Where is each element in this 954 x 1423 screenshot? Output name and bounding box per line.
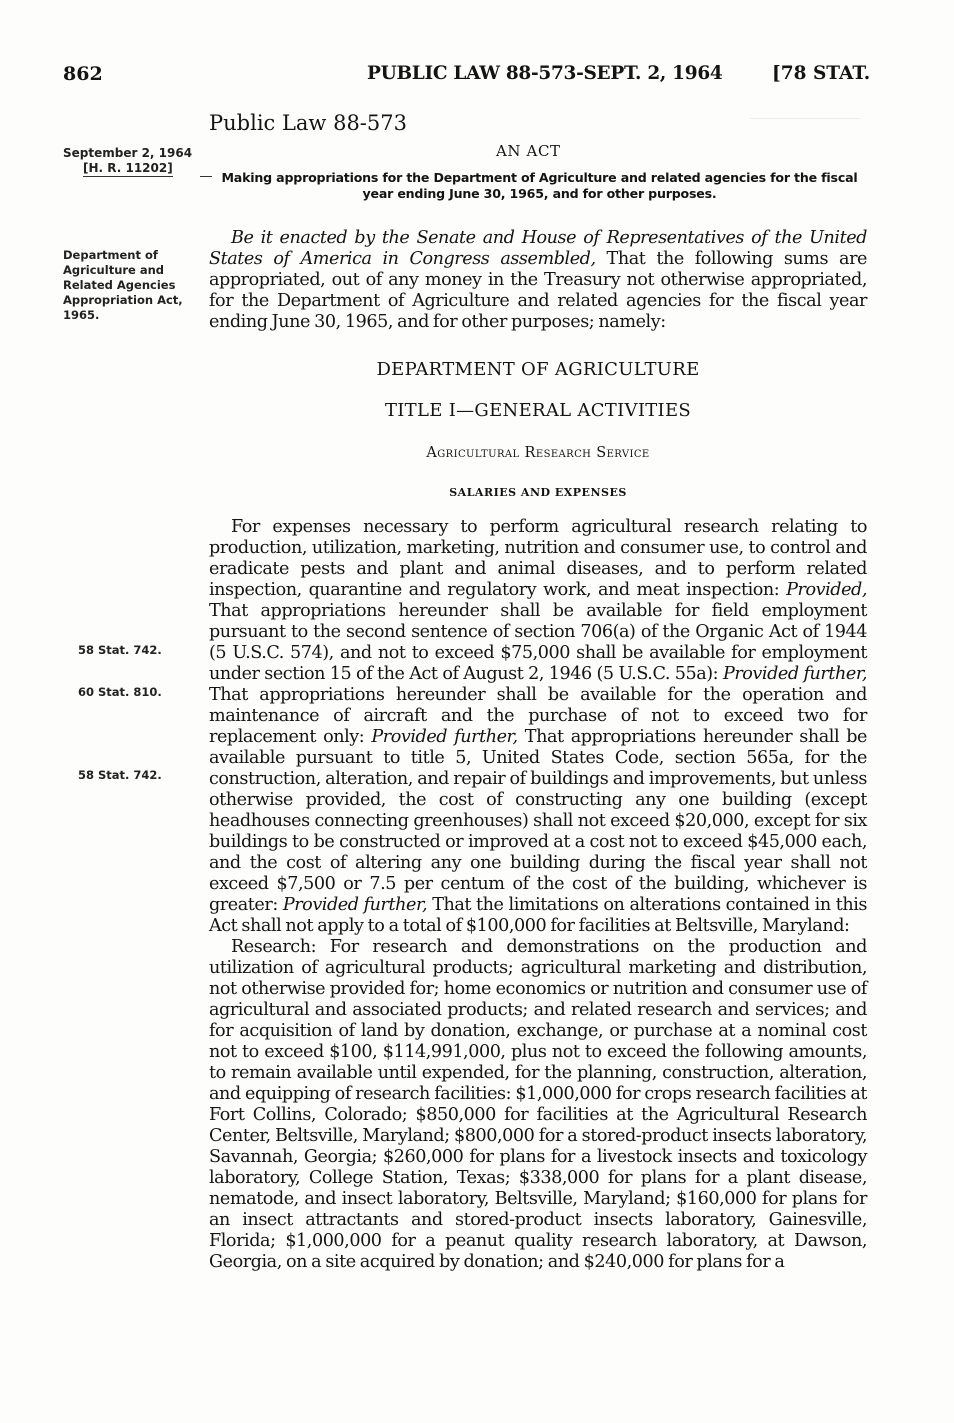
margin-citation: 58 Stat. 742. xyxy=(78,643,162,657)
agency-heading: Agricultural Research Service xyxy=(426,445,650,461)
margin-note-short-title: Department of Agriculture and Related Agencies Appropriation Act, 1965. xyxy=(63,248,183,322)
enacting-clause xyxy=(209,228,867,333)
act-heading: AN ACT xyxy=(496,142,561,160)
stat-reference: [78 STAT. xyxy=(772,63,871,84)
salaries-paragraph: For expenses necessary to perform agricultural research relating to production, utilization, marketing, nutrition and consumer use, to control and eradicate pests and plant and animal diseases, and to perform related inspection, quarantine and regulatory work, and meat inspection: Provided, That appropriations hereunder shall be available for field employment pursuant to the second sentence of section 706(a) of the Organic Act of 1944 (5 U.S.C. 574), and not to exceed $75,000 shall be available for employment under section 15 of the Act of August 2, 1946 (5 U.S.C. 55a): Provided further, That appropriations hereunder shall be available for the operation and maintenance of aircraft and the purchase of not to exceed two for replacement only: Provided further, That appropriations hereunder shall be available pursuant to title 5, United States Code, section 565a, for the construction, alteration, and repair of buildings and improvements, but unless otherwise provided, the cost of constructing any one building (except headhouses connecting greenhouses) shall not exceed $20,000, except for six buildings to be constructed or improved at a cost not to exceed $45,000 each, and the cost of altering any one building during the fiscal year shall not exceed $7,500 or 7.5 per centum of the cost of the building, whichever is greater: Provided further, That the limitations on alterations contained in this Act shall not apply to a total of $100,000 for facilities at Beltsville, Maryland: xyxy=(209,517,867,936)
margin-citation: 58 Stat. 742. xyxy=(78,768,162,782)
appropriation-text xyxy=(209,517,867,1273)
running-title: PUBLIC LAW 88-573-SEPT. 2, 1964 xyxy=(367,63,723,84)
enacting-text: That the following sums are appropriated, out of any money in the Treasury not otherwise appropriated, for the Department of Agriculture and related agencies for the fiscal year ending June 30, 1965, and for other purposes; namely: xyxy=(209,249,868,332)
department-heading: DEPARTMENT OF AGRICULTURE xyxy=(376,359,700,380)
section-subheading: SALARIES AND EXPENSES xyxy=(449,486,627,499)
bill-number: [H. R. 11202] xyxy=(83,161,173,175)
act-summary: Making appropriations for the Department of Agriculture and related agencies for the fiscal year ending June 30, 1965, and for other purposes. xyxy=(221,170,858,201)
research-paragraph: Research: For research and demonstrations on the production and utilization of agricultural products; agricultural marketing and distribution, not otherwise provided for; home economics or nutrition and consumer use of agricultural and associated products; and related research and services; and for acquisition of land by donation, exchange, or purchase at a nominal cost not to exceed $100, $114,991,000, plus not to exceed the following amounts, to remain available until expended, for the planning, construction, alteration, and equipping of research facilities: $1,000,000 for crops research facilities at Fort Collins, Colorado; $850,000 for facilities at the Agricultural Research Center, Beltsville, Maryland; $800,000 for a stored-product insects laboratory, Savannah, Georgia; $260,000 for plans for a livestock insects and toxicology laboratory, College Station, Texas; $338,000 for plans for a plant disease, nematode, and insect laboratory, Beltsville, Maryland; $160,000 for plans for an insect attractants and stored-product insects laboratory, Gainesville, Florida; $1,000,000 for a peanut quality research laboratory, at Dawson, Georgia, on a site acquired by donation; and $240,000 for plans for a xyxy=(209,937,867,1272)
bill-connector-rule xyxy=(200,176,212,177)
public-law-label: Public Law 88-573 xyxy=(209,111,407,135)
margin-citation: 60 Stat. 810. xyxy=(78,685,162,699)
enactment-date: September 2, 1964 xyxy=(63,146,193,160)
enacting-formula: Be it enacted by the Senate and House of Representatives of the United States of America in Congress assembled, xyxy=(209,228,867,269)
page-number: 862 xyxy=(63,63,103,85)
title-heading: TITLE I—GENERAL ACTIVITIES xyxy=(384,400,692,421)
